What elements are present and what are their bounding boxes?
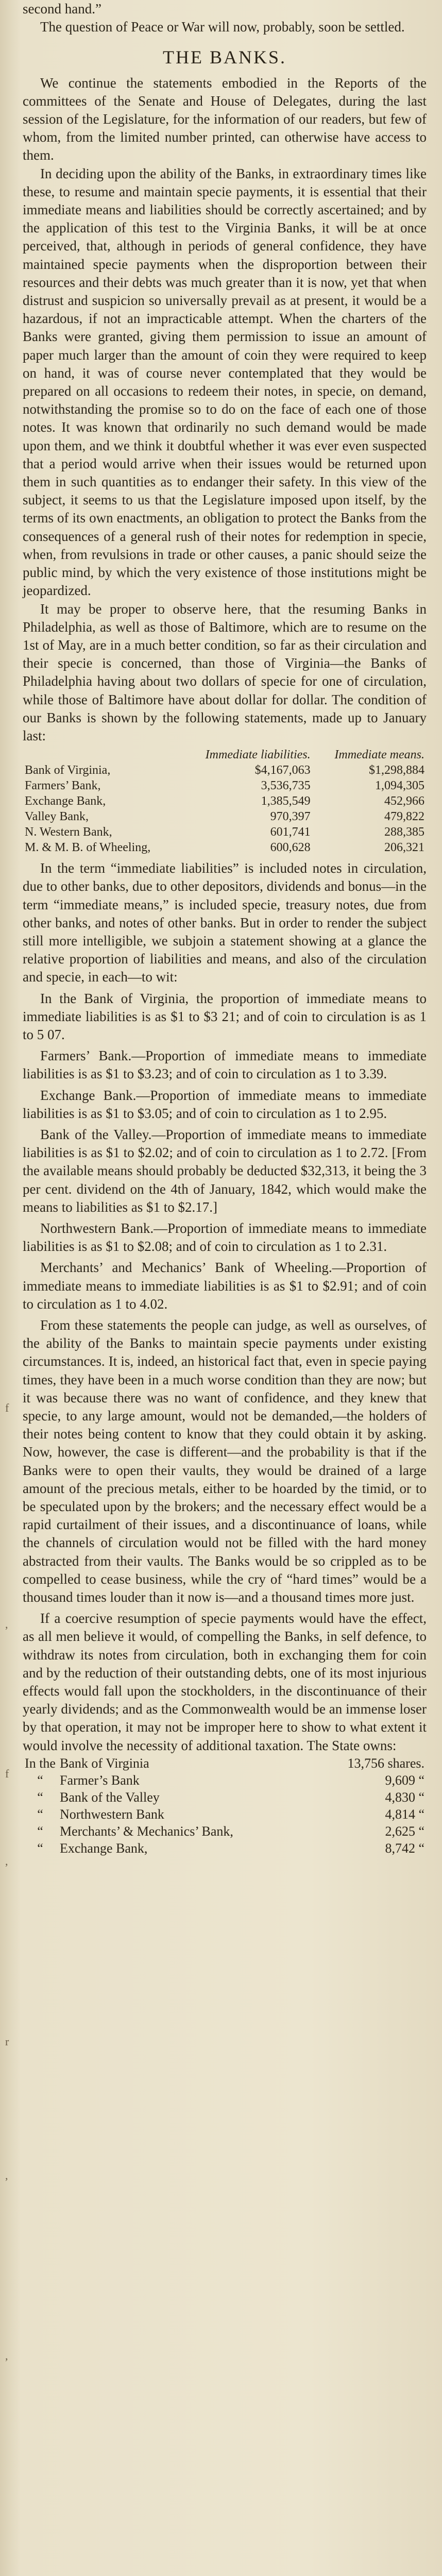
state-shares-table xyxy=(23,1755,427,1857)
row-prefix: “ xyxy=(37,1789,43,1805)
bank-name: Merchants’ & Mechanics’ Bank, xyxy=(60,1823,233,1839)
bank-name: Bank of Virginia, xyxy=(25,764,111,777)
paragraph-intro: We continue the statements embodied in the Reports of the committees of the Senate and House of Delegates, during the last session of the Legislature, for the information of our readers, but few of whom, from the limited number printed, can otherwise have access to them. xyxy=(23,75,427,163)
table-row xyxy=(23,778,427,793)
table-row xyxy=(23,1789,427,1806)
liabilities-value: 601,741 xyxy=(270,825,311,839)
paragraph-exchange-bank: Exchange Bank.—Proportion of immediate means to immediate liabilities is as $1 to $3.05; and of coin to circulation as 1 to 2.95. xyxy=(23,1087,427,1121)
paragraph-northwestern-bank: Northwestern Bank.—Proportion of immediate means to immediate liabilities is as $1 to $2.08; and of coin to circulation as 1 to 2.31. xyxy=(23,1220,427,1255)
bank-name: Bank of the Valley xyxy=(60,1789,160,1805)
shares-value: 2,625 “ xyxy=(385,1823,424,1839)
bank-name: Farmer’s Bank xyxy=(60,1772,140,1788)
bank-name: Exchange Bank, xyxy=(60,1840,148,1856)
paragraph-merchants-mechanics-bank: Merchants’ and Mechanics’ Bank of Wheeling.—Proportion of immediate means to immediate liabilities is as $1 to $2.91; and of coin to circulation as 1 to 4.02. xyxy=(23,1260,427,1312)
row-prefix: “ xyxy=(37,1772,43,1788)
shares-value: 4,830 “ xyxy=(385,1789,424,1805)
row-prefix: “ xyxy=(37,1806,43,1822)
intro-line-1: second hand.” xyxy=(23,1,101,16)
paragraph-terms: In the term “immediate liabilities” is included notes in circulation, due to other banks, due to other depositors, dividends and bonus—in the term “immediate means,” is included specie, treasury notes, due from other banks, and notes of other banks. But in order to render the subject still more intelligible, we subjoin a statement showing at a glance the relative proportion of liabilities and means, and also of the circulation and specie, in each—to wit: xyxy=(23,860,427,985)
paragraph-bank-of-the-valley: Bank of the Valley.—Proportion of immediate means to immediate liabilities is as $1 to $2.02; and of coin to circulation as 1 to 2.72. [From the available means should probably be deducted $32,313, it being the 3 per cent. dividend on the 4th of January, 1842, which would make the means to liabilities as $1 to $2.17.] xyxy=(23,1126,427,1215)
table-row xyxy=(23,1823,427,1840)
paragraph-farmers-bank: Farmers’ Bank.—Proportion of immediate means to immediate liabilities is as $1 to $3.23; and of coin to circulation as 1 to 3.39. xyxy=(23,1048,427,1082)
means-value: 288,385 xyxy=(384,825,424,839)
means-value: 1,094,305 xyxy=(375,779,424,793)
liabilities-value: $4,167,063 xyxy=(254,764,311,777)
bank-name: Exchange Bank, xyxy=(25,794,106,808)
row-prefix: “ xyxy=(37,1823,43,1839)
stats-header-liabilities: Immediate liabilities. xyxy=(205,748,311,762)
stats-header-row xyxy=(23,747,427,762)
bank-name: Farmers’ Bank, xyxy=(25,779,101,793)
means-value: 479,822 xyxy=(384,810,424,824)
table-row xyxy=(23,1806,427,1823)
bank-name: Northwestern Bank xyxy=(60,1806,164,1822)
row-prefix: “ xyxy=(37,1840,43,1856)
liabilities-value: 600,628 xyxy=(270,841,311,855)
bank-name: Bank of Virginia xyxy=(60,1755,149,1771)
bank-name: M. & M. B. of Wheeling, xyxy=(25,841,151,855)
liabilities-value: 970,397 xyxy=(270,810,311,824)
paragraph-ability: In deciding upon the ability of the Banks, in extraordinary times like these, to resume and maintain specie payments, it is essential that their immediate means and liabilities should be correctly ascertained; and by the application of this test to the Virginia Banks, it will be at once perceived, that, although in periods of general confidence, they have maintained specie payments when the disproportion between their resources and their debts was much greater than it is now, yet that when distrust and suspicion so universally prevail as at present, it would be a hazardous, if not an impracticable attempt. When the charters of the Banks were granted, giving them permission to issue an amount of paper much larger than the amount of coin they were required to keep on hand, it was of course never contemplated that they would be prepared on all occasions to redeem their notes, in specie, on demand, notwithstanding the promise so to do on the face of each one of those notes. It was known that ordinarily no such demand would be made upon them, and we think it doubtful whether it was ever even suspected that a period would arrive when their issues would be returned upon them in such quantities as to endanger their safety. In this view of the subject, it seems to us that the Legislature imposed upon itself, by the terms of its own enactments, an obligation to protect the Banks from the consequences of a general rush of their notes for redemption in specie, when, from revulsions in trade or other causes, a panic should seize the public mind, by which the very existence of those institutions might be jeopardized. xyxy=(23,165,427,599)
stats-header-means: Immediate means. xyxy=(334,748,424,762)
liabilities-value: 1,385,549 xyxy=(261,794,311,808)
liabilities-value: 3,536,735 xyxy=(261,779,311,793)
table-row xyxy=(23,762,427,778)
means-value: 452,966 xyxy=(384,794,424,808)
means-value: $1,298,884 xyxy=(369,764,424,777)
paragraph-statements-judgement: From these statements the people can judge, as well as ourselves, of the ability of the Banks to maintain specie payments under existing circumstances. It is, indeed, an historical fact that, even in specie paying times, they have been in a much worse condition than they are now; but it was because there was no want of confidence, and they knew that specie, to any large amount, would not be demanded,—the holders of their notes being content to know that they could obtain it by asking. Now, however, the case is different—and the probability is that if the Banks were to open their vaults, they would be drained of a large amount of the precious metals, either to be hoarded by the timid, or to be speculated upon by the brokers; and the necessary effect would be a rapid curtailment of their issues, and a discontinuance of loans, while the channels of circulation would not be filled with the hard money abstracted from their vaults. The Banks would be so crippled as to be compelled to cease business, while the cry of “hard times” would be a thousand times louder than it now is—and a thousand times more just. xyxy=(23,1317,427,1605)
bank-statement-table xyxy=(23,747,427,855)
paragraph-bank-of-virginia: In the Bank of Virginia, the proportion of immediate means to immediate liabilities is as $1 to $3 21; and of coin to circulation is as 1 to 5 07. xyxy=(23,990,427,1042)
paragraph-philadelphia: It may be proper to observe here, that the resuming Banks in Philadelphia, as well as those of Baltimore, which are to resume on the 1st of May, are in a much better condition, so far as their circulation and their specie is concerned, than those of Virginia—the Banks of Philadelphia having about two dollars of specie for one of circulation, while those of Baltimore have about dollar for dollar. The condition of our Banks is shown by the following statements, made up to January last: xyxy=(23,601,427,743)
intro-line-2: The question of Peace or War will now, probably, soon be settled. xyxy=(40,19,405,35)
row-prefix: In the xyxy=(25,1755,56,1771)
table-row xyxy=(23,824,427,840)
shares-value: 4,814 “ xyxy=(385,1806,424,1822)
left-margin-fragments: f , f , r , , xyxy=(5,1401,9,2362)
paragraph-coercive-resumption: If a coercive resumption of specie payments would have the effect, as all men believe it would, of compelling the Banks, in self defence, to withdraw its notes from circulation, both in exchanging them for coin and by the reduction of their outstanding debts, one of its most injurious effects would fall upon the stockholders, in the discontinuance of their yearly dividends; and as the Commonwealth would be an immense loser by that operation, it may not be improper here to show to what extent it would involve the necessity of additional taxation. The State owns: xyxy=(23,1611,427,1753)
bank-name: N. Western Bank, xyxy=(25,825,112,839)
table-row xyxy=(23,1840,427,1857)
stats-header-bank xyxy=(23,747,180,762)
table-row xyxy=(23,793,427,809)
shares-value: 9,609 “ xyxy=(385,1772,424,1788)
article-column xyxy=(23,0,427,2576)
table-row xyxy=(23,840,427,855)
means-value: 206,321 xyxy=(384,841,424,855)
table-row xyxy=(23,1772,427,1789)
table-row xyxy=(23,809,427,824)
shares-value: 13,756 shares. xyxy=(347,1755,424,1771)
table-row xyxy=(23,1755,427,1772)
article-title: THE BANKS. xyxy=(162,47,286,68)
shares-value: 8,742 “ xyxy=(385,1840,424,1856)
bank-name: Valley Bank, xyxy=(25,810,89,824)
